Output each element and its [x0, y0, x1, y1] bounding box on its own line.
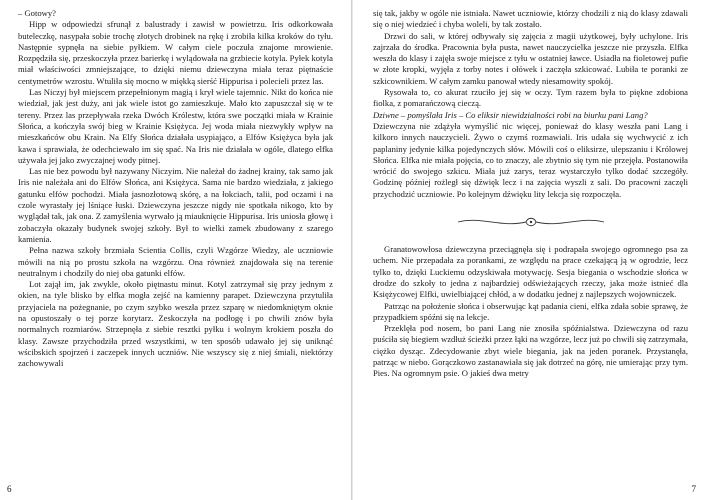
paragraph: Przeklęła pod nosem, bo pani Lang nie znosiła spóźnialstwa. Dziewczyna od razu puściła się biegiem wzdłuż ścieżki przez łąki na wzgórze, lecz już po chwili się zatrzymała, ciężko dysząc. Zdecydowanie zbyt wiele biegania, jak na jeden poranek. Przystanęła, patrząc w niebo. Gorączkowo zastanawiała się jak dotrzeć na górę, nie umierając przy tym. Pies. Na ogromnym psie. O jakieś dwa metry: [373, 323, 688, 379]
paragraph: Dziewczyna nie zdążyła wymyślić nic więcej, ponieważ do klasy weszła pani Lang i kilkoro innych nauczycieli. Żywo o czymś rozmawiali. Iris udała się wychwycić z ich paplaniny jedynie kilka pojedynczych słów. Mówili coś o eliksirze, ulepszaniu i Królowej Słońca. Elfka nie miała pojęcia, co to znaczy, ale zbytnio się tym nie przejęła. Postanowiła wrócić do swojego szkicu. Miała już zarys, teraz wystarczyło tylko dodać szczegóły. Godzinę później rożległ się dźwięk lecz i na zajęcia wyszli z sali. Do pracowni zaczęli przychodzić uczniowie. Po kolejnym dźwięku lity lekcja się rozpoczęła.: [373, 120, 688, 199]
paragraph: Las Niczyj był miejscem przepełnionym magią i krył wiele tajemnic. Nikt do końca nie wiedział, jak jest duży, ani jak wiele istot go zamieszkuje. Mało kto zapuszczał się w te tereny. Przez las przepływała rzeka Dwóch Królestw, która swe początki miała w Krainie Słońca, a kończyła swój bieg w Krainie Księżyca. Jej woda miała niezwykły wpływ na mieszkańców obu Krain. Na Elfy Słońca działała usypiająco, a Elfów Księżyca była jak kawa i sprawiała, że odechciewało im się spać. Na Iris nie działała w ogóle, dlatego elfka używała jej jako zwyczajnej wody pitnej.: [18, 87, 333, 165]
italic-thought: Dziwne – pomyślała Iris – Co eliksir niewidzialności robi na biurku pani Lang?: [373, 109, 648, 120]
right-page-text: [373, 8, 688, 380]
paragraph: Las nie bez powodu był nazywany Niczyim. Nie należał do żadnej krainy, tak samo jak Iris nie należała ani do Elfów Słońca, ani Księżyca. Sama nie bardzo wiedziała, z jakiego gatunku elfów pochodzi. Miała jasnozłotową skórę, a na łokciach, talii, pod oczami i na czole wyrastały jej lśniące łuski. Dziewczyna jeszcze nigdy nie spotkała nikogo, kto by wyglądał tak, jak ona. Z zamyślenia wyrwało ją miauknięcie Hippurisa. Iris uniosła głowę i zobaczyła okazały budynek swojej szkoły. Był to wielki zamek zbudowany z szarego kamienia.: [18, 166, 334, 244]
paragraph: Pełna nazwa szkoły brzmiała Scientia Collis, czyli Wzgórze Wiedzy, ale uczniowie mówili na nią po prostu szkoła na wzgórzu. Ona również znajdowała się na terenie neutralnym i chodzily do niej oba gatunki elfów.: [18, 245, 333, 278]
paragraph: – Gotowy?: [18, 8, 56, 18]
paragraph: Patrząc na położenie słońca i obserwując kąt padania cieni, elfka zdała sobie sprawę, że przypadkiem spóźni się na lekcje.: [373, 300, 688, 322]
page-number-left: 6: [7, 484, 12, 494]
paragraph: Rysowała to, co akurat rzuciło jej się w oczy. Tym razem była to piękne zdobiona fiolka, z pomarańczową cieczą.: [373, 87, 688, 109]
paragraph: Lot zajął im, jak zwykle, około piętnastu minut. Kotyl zatrzymał się przy jednym z okien, na tyle blisko by elfka mogła zejść na kamienny parapet. Dziewczyna przytuliła przyjaciela na pożegnanie, po czym szybko weszła przez szparę w niedomkniętym oknie na opustoszały o tej porze korytarz. Zeskoczyła na podłogę i po chwili znów była normalnych rozmiarów. Strzepnęła z siebie resztki pyłku i wolnym krokiem poszła do klasy. Zawsze przychodziła przed wszystkimi, w ten sposób udawało jej się uniknąć wścibskich spojrzeń i zaczepek innych uczniów. Nie wszyscy się z niej śmiali, niektórzy zachowywali: [18, 279, 333, 369]
flourish-divider-icon: [456, 214, 606, 230]
left-page-text: [18, 8, 333, 370]
paragraph: Granatowowłosa dziewczyna przeciągnęła się i podrapała swojego ogromnego psa za uchem. Nie przepadała za porankami, ze względu na prace czekającą ją w ogrodzie, lecz tylko to, dzięki Luckiemu odzyskiwała motywację. Sesja biegania o wschodzie słońca w drodze do szkoły to jedna z najbardziej odświeżających rzeczy, jaka może istnieć dla Księżycowej Elfki, uwielbiającej chłód, a w dodatku jednej z najlepszych wojowniczek.: [373, 244, 688, 300]
right-page: [352, 0, 704, 500]
paragraph: Drzwi do sali, w której odbywały się zajęcia z magii użytkowej, były uchylone. Iris zajrzała do środka. Pracownia była pusta, nawet nauczycielka jeszcze nie przyszła. Elfka weszła do klasy i zajęła swoje miejsce z tyłu w ostatniej ławce. Usiadła na fioletowej pufie w złote kropki, wyjęła z torby notes i ołówek i zaczęła szkicować. Lubiła te poranki ze szkicownikiem. W całym zamku panował wtedy niesamowity spokój.: [373, 30, 688, 86]
section-divider-ornament: [373, 214, 688, 232]
page-number-right: 7: [691, 484, 696, 494]
paragraph: Hipp w odpowiedzi sfrunął z balustrady i zawisł w powietrzu. Iris odkorkowała buteleczkę, nasypała sobie trochę złotych drobinek na rękę i zrobiła kilka kroków do tyłu. Następnie sypnęła na siebie pyłkiem. W całym ciele poczuła znajome mrowienie. Rozpędziła się, przeskoczyła przez barierkę i wylądowała na grzbiecie kotyla. Pyłek kotyla miał właściwości zmniejszające, to dzięki niemu dziewczyna miała teraz piętnaście centymetrów wzrostu. Wtuliła się mocno w miękką sierść Hippurisa i polecieli przez las.: [18, 19, 333, 86]
paragraph: się tak, jakby w ogóle nie istniała. Nawet uczniowie, którzy chodzili z nią do klasy zdawali się o niej wiedzieć i chyba woleli, by tak zostało.: [373, 8, 688, 30]
